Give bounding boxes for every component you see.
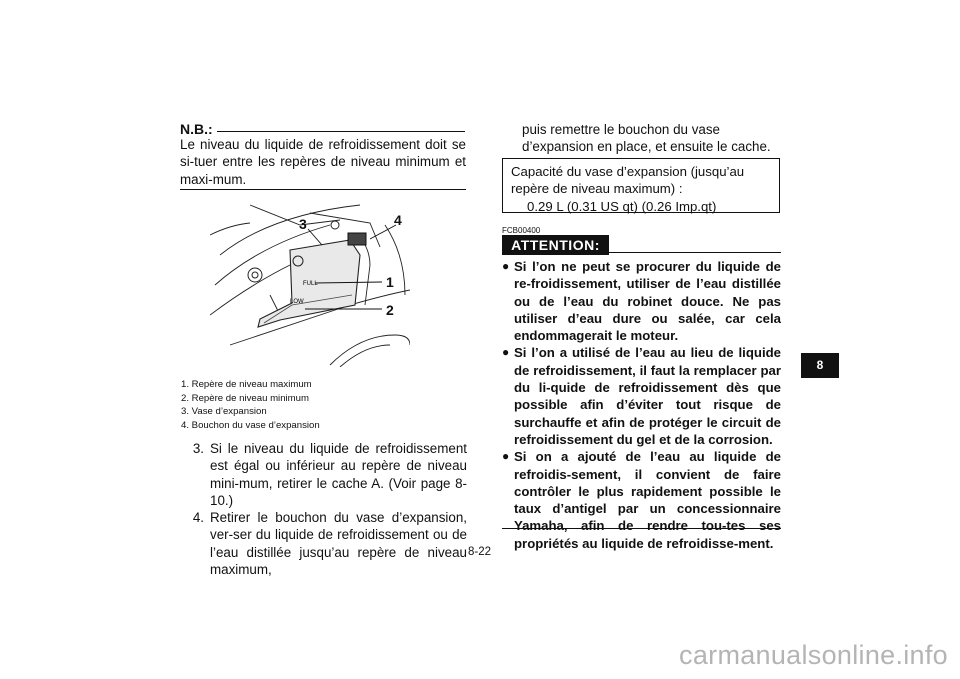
step-number: 3. xyxy=(192,441,204,456)
step-item xyxy=(181,509,467,578)
procedure-steps xyxy=(181,440,467,578)
attention-item xyxy=(502,344,781,448)
figure-legend xyxy=(181,378,320,432)
capacity-value: 0.29 L (0.31 US qt) (0.26 Imp.qt) xyxy=(527,198,717,214)
attention-item-text: Si on a ajouté de l’eau au liquide de refroidis-sement, il convient de faire contrôler le plus rapidement possible le taux d’antigel par un concessionnaire Yamaha, afin de rendre tou-tes ses propriétés au liquide de refroidisse-ment. xyxy=(514,449,781,551)
attention-item xyxy=(502,448,781,552)
callout-3: 3 xyxy=(299,216,307,232)
attention-list xyxy=(502,258,781,552)
page-number: 8-22 xyxy=(468,546,492,558)
watermark: carmanualsonline.info xyxy=(679,640,948,670)
note-bottom-rule xyxy=(180,189,466,190)
step-number: 4. xyxy=(192,510,204,526)
attention-item xyxy=(502,258,781,344)
bullet-icon: ● xyxy=(502,449,510,464)
callout-2: 2 xyxy=(386,302,394,318)
attention-title-rule xyxy=(609,252,781,253)
step-text: Si le niveau du liquide de refroidissement est égal ou inférieur au repère de niveau mini-mum, retirer le cache A. (Voir page 8-10.) xyxy=(210,441,467,508)
chapter-tab: 8 xyxy=(801,353,839,378)
step-item xyxy=(181,440,467,509)
callout-1: 1 xyxy=(386,274,394,290)
step-text: Retirer le bouchon du vase d’expansion, ver-ser du liquide de refroidissement ou de l’eau distillée jusqu’au repère de niveau maximum, xyxy=(210,510,467,578)
attention-code: FCB00400 xyxy=(502,226,541,235)
attention-bottom-rule xyxy=(502,528,781,529)
legend-item: 2. Repère de niveau minimum xyxy=(181,392,309,404)
coolant-reservoir-illustration xyxy=(210,195,410,367)
low-mark-label: LOW xyxy=(290,299,304,305)
attention-item-text: Si l’on a utilisé de l’eau au lieu de liquide de refroidissement, il faut la remplacer par du li-quide de refroidissement dès que possible afin d’éviter tout risque de surchauffe et afin de protéger le circuit de refroidissement du gel et de la corrosion. xyxy=(514,345,781,447)
note-text: Le niveau du liquide de refroidissement doit se si-tuer entre les repères de niveau minimum et maxi-mum. xyxy=(180,137,466,187)
legend-item: 1. Repère de niveau maximum xyxy=(181,379,312,390)
attention-item-text: Si l’on ne peut se procurer du liquide de re-froidissement, utiliser de l’eau distillée ou de l’eau du robinet douce. Ne pas utiliser d’eau dure ou salée, car cela endommagerait le moteur. xyxy=(514,259,781,344)
capacity-label: Capacité du vase d’expansion (jusqu’au repère de niveau maximum) : xyxy=(511,164,745,197)
attention-title: ATTENTION: xyxy=(502,235,609,255)
legend-item: 3. Vase d’expansion xyxy=(181,406,267,418)
note-title: N.B.: xyxy=(180,121,213,137)
bullet-icon: ● xyxy=(502,259,510,273)
capacity-box xyxy=(502,158,780,213)
full-mark-label: FULL xyxy=(303,281,318,287)
callout-4: 4 xyxy=(394,212,402,228)
step-continuation: puis remettre le bouchon du vase d’expansion en place, et ensuite le cache. xyxy=(522,122,771,155)
note-title-rule xyxy=(217,131,465,132)
legend-item: 4. Bouchon du vase d’expansion xyxy=(181,419,320,431)
bullet-icon: ● xyxy=(502,345,510,360)
